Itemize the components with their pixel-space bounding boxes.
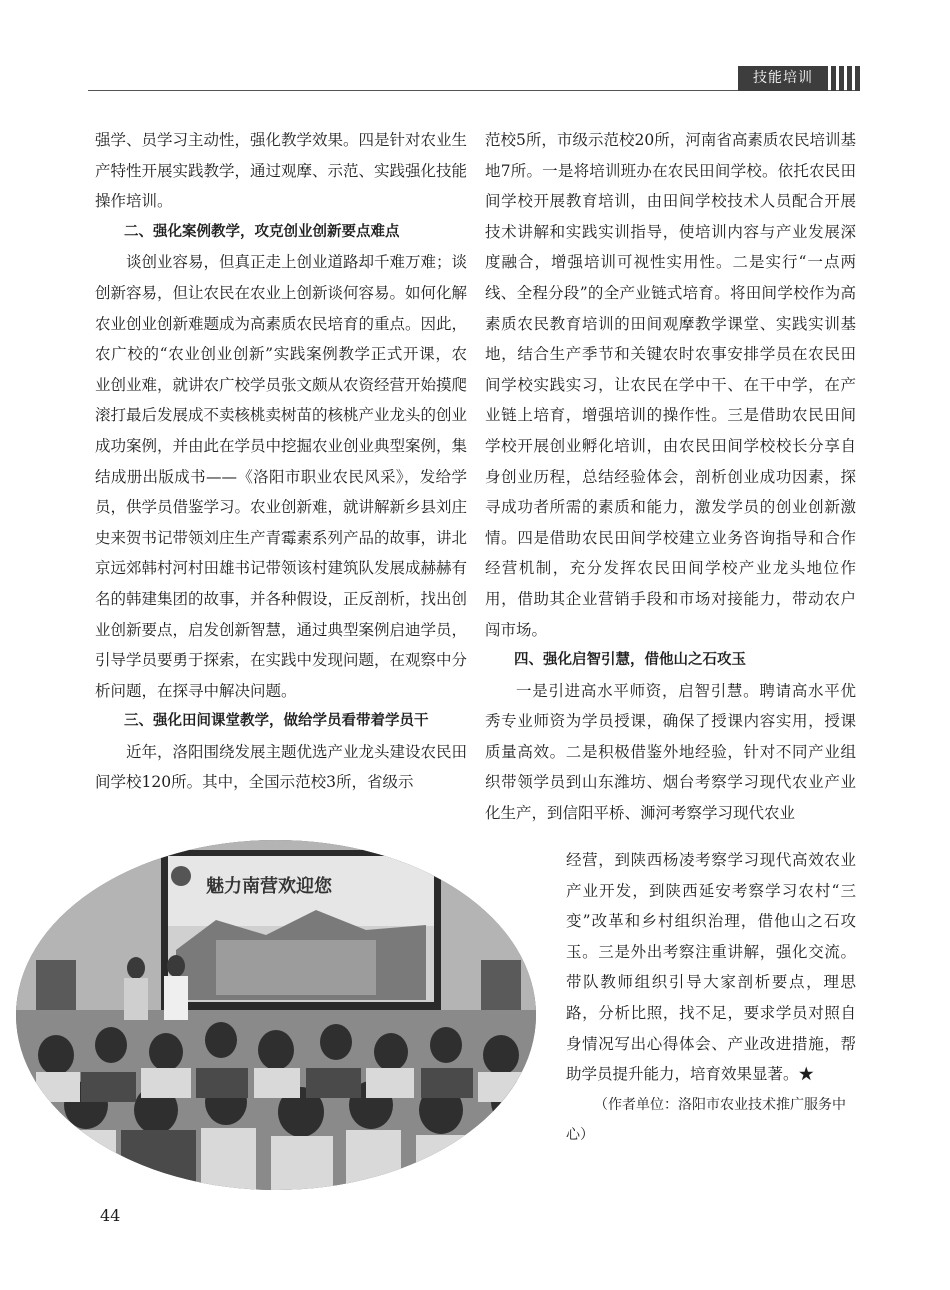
paragraph: 强学、员学习主动性，强化教学效果。四是针对农业生产特性开展实践教学，通过观摩、示范、实践强化技能操作培训。 [95, 131, 468, 211]
section-heading: 四、强化启智引慧，借他山之石攻玉 [514, 652, 746, 669]
paragraph: 一是引进高水平师资，启智引慧。聘请高水平优秀专业师资为学员授课，确保了授课内容实用，授课质量高效。二是积极借鉴外地经验，针对不同产业组织带领学员到山东潍坊、烟台考察学习现代农业产业化生产，到信阳平桥、浉河考察学习现代农业 [485, 681, 856, 823]
section-heading: 三、强化田间课堂教学，做给学员看带着学员干 [124, 713, 429, 730]
classroom-photo-illustration [16, 840, 536, 1190]
screen-caption: 魅力南营欢迎您 [206, 876, 332, 897]
author-affiliation: （作者单位：洛阳市农业技术推广服务中心） [566, 1096, 846, 1144]
paragraph: 谈创业容易，但真正走上创业道路却千难万难；谈创新容易，但让农民在农业上创新谈何容易。如何化解农业创业创新难题成为高素质农民培育的重点。因此，农广校的“农业创业创新”实践案例教学正式开课，农业创业难，就讲农广校学员张文颇从农资经营开始摸爬滚打最后发展成不卖核桃卖树苗的核桃产业龙头的创业成功案例，并由此在学员中挖掘农业创业典型案例，集结成册出版成书——《洛阳市职业农民风采》，发给学员，供学员借鉴学习。农业创新难，就讲解新乡县刘庄史来贺书记带领刘庄生产青霉素系列产品的故事，讲北京远郊韩村河村田雄书记带领该村建筑队发展成赫赫有名的韩建集团的故事，并各种假设，正反剖析，找出创业创新要点，启发创新智慧，通过典型案例启迪学员，引导学员要勇于探索，在实践中发现问题，在观察中分析问题，在探寻中解决问题。 [95, 253, 468, 700]
paragraph: 范校5所，市级示范校20所，河南省高素质农民培训基地7所。一是将培训班办在农民田间学校。依托农民田间学校开展教育培训，由田间学校技术人员配合开展技术讲解和实践实训指导，使培训内容与产业发展深度融合，增强培训可视性实用性。二是实行“一点两线、全程分段”的全产业链式培育。将田间学校作为高素质农民教育培训的田间观摩教学课堂、实践实训基地，结合生产季节和关键农时农事安排学员在农民田间学校实践实习，让农民在学中干、在干中学，在产业链上培育，增强培训的操作性。三是借助农民田间学校开展创业孵化培训，由农民田间学校校长分享自身创业历程，总结经验体会，剖析创业成功因素，探寻成功者所需的素质和能力，激发学员的创业创新激情。四是借助农民田间学校建立业务咨询指导和合作经营机制，充分发挥农民田间学校产业龙头地位作用，借助其企业营销手段和市场对接能力，带动农户闯市场。 [485, 131, 856, 639]
section-heading: 二、强化案例教学，攻克创业创新要点难点 [124, 223, 400, 240]
paragraph: 近年，洛阳围绕发展主题优选产业龙头建设农民田间学校120所。其中，全国示范校3所，省级示 [95, 742, 468, 792]
paragraph: 经营，到陕西杨凌考察学习现代高效农业产业开发，到陕西延安考察学习农村“三变”改革和乡村组织治理，借他山之石攻玉。三是外出考察注重讲解，强化交流。带队教师组织引导大家剖析要点，理思路，分析比照，找不足，要求学员对照自身情况写出心得体会、产业改进措施，帮助学员提升能力，培育效果显著。★ [566, 851, 856, 1084]
classroom-photo [16, 840, 536, 1190]
section-label: 技能培训 [738, 66, 828, 91]
page-number: 44 [100, 1206, 121, 1225]
left-column [95, 125, 467, 798]
right-column [485, 125, 856, 829]
right-column-continued [566, 845, 856, 1151]
section-tab-bars [831, 66, 860, 91]
